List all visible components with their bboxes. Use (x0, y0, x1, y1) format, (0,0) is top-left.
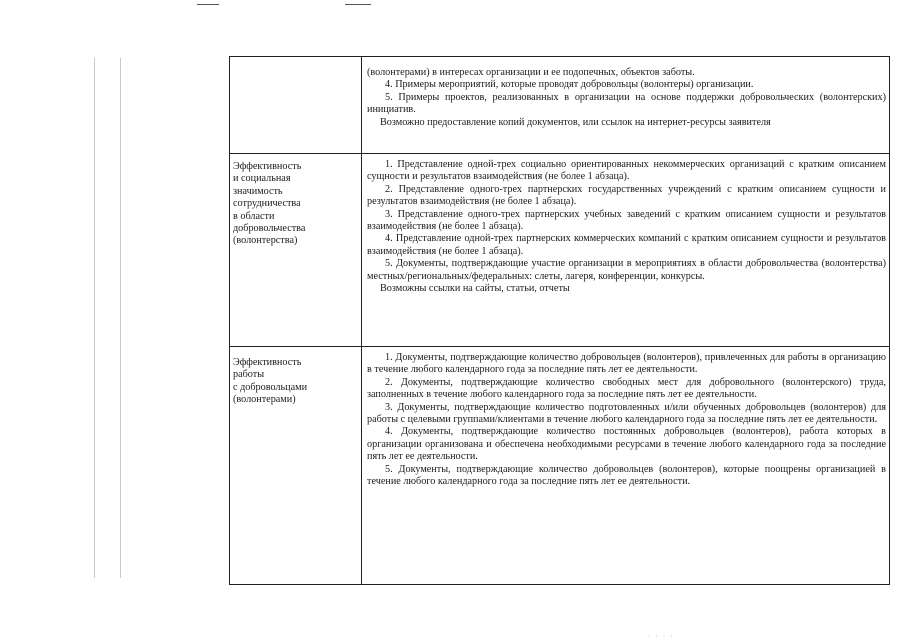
scan-mark (197, 4, 219, 5)
list-item: (волонтерами) в интересах организации и ее подопечных, объектов заботы. (367, 67, 695, 78)
criteria-table (229, 56, 890, 585)
scan-edge-line (94, 58, 95, 578)
criterion-content-cell (362, 57, 890, 154)
criterion-note: Возможны ссылки на сайты, статьи, отчеты (380, 283, 570, 295)
criterion-note: Возможно предоставление копий документов, или ссылок на интернет-ресурсы заявителя (380, 116, 771, 128)
scan-dots: · · · · (648, 634, 675, 640)
list-item: 3. Представление одного-трех партнерских учебных заведений с кратким описанием сущности и результатов взаимодействия (не более 1 абзаца). (367, 208, 886, 233)
scan-edge-line (120, 58, 121, 578)
list-item: 2. Представление одного-трех партнерских государственных учреждений с кратким описанием сущности и результатов взаимодействия (не более 1 абзаца). (367, 183, 886, 208)
scan-mark (345, 4, 371, 5)
criterion-content-cell (362, 154, 890, 347)
criterion-content-cell (362, 347, 890, 585)
table-row (230, 154, 890, 347)
list-item: 1. Представление одной-трех социально ориентированных некоммерческих организаций с кратким описанием сущности и результатов взаимодействия (не более 1 абзаца). (367, 159, 886, 183)
list-item: 5. Документы, подтверждающие участие организации в мероприятиях в области добровольчества (волонтерства) местных/региональных/федеральных: слеты, лагеря, конференции, конкурсы. (367, 258, 886, 282)
list-item: 2. Документы, подтверждающие количество свободных мест для добровольного (волонтерского) труда, заполненных в течение любого календарного года за последние пять лет ее деятельности. (367, 376, 886, 401)
list-item: 3. Документы, подтверждающие количество подготовленных и/или обученных добровольцев (волонтеров) для работы с целевыми группами/клиентами в течение любого календарного года за последние пять лет ее деятельности. (367, 401, 886, 426)
list-item: 4. Примеры мероприятий, которые проводят добровольцы (волонтеры) организации. (385, 79, 754, 91)
list-item: 4. Документы, подтверждающие количество постоянных добровольцев (волонтеров), работа которых в организации организована и обеспечена необходимыми ресурсами в течение любого календарного года за последние пять лет ее деятельности. (367, 426, 886, 463)
table-row (230, 347, 890, 585)
criterion-label: Эффективность работы с добровольцами (волонтерами) (233, 357, 308, 406)
list-item: 5. Примеры проектов, реализованных в организации на основе поддержки добровольческих (волонтерских) инициатив. (367, 91, 886, 116)
list-item: 4. Представление одной-трех партнерских коммерческих компаний с кратким описанием сущности и результатов взаимодействия (не более 1 абзаца). (367, 233, 886, 257)
criterion-label-cell (230, 154, 362, 347)
list-item: 5. Документы, подтверждающие количество добровольцев (волонтеров), которые поощрены организацией в течение любого календарного года за последние пять лет ее деятельности. (367, 463, 886, 488)
criterion-label-cell (230, 347, 362, 585)
criterion-label: Эффективность и социальная значимость сотрудничества в области добровольчества (волонтерства) (233, 161, 306, 247)
list-item: 1. Документы, подтверждающие количество добровольцев (волонтеров), привлеченных для работы в организацию в течение любого календарного года за последние пять лет ее деятельности. (367, 352, 886, 376)
table-row (230, 57, 890, 154)
criterion-label-cell (230, 57, 362, 154)
